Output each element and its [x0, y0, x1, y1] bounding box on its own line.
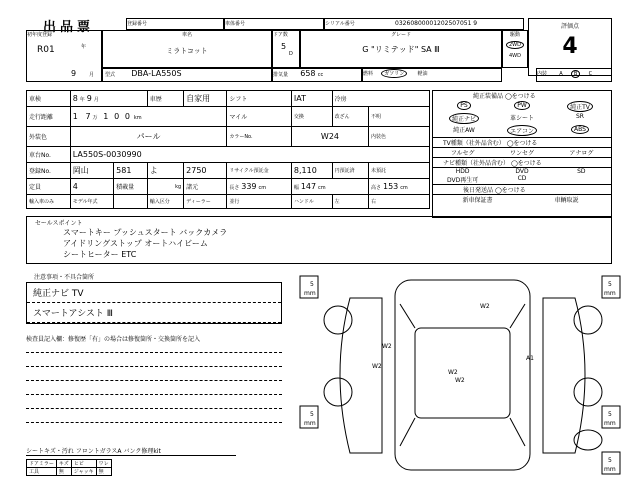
footer-h-mirror: ドアミラー	[27, 460, 57, 468]
footer-v-none: 無	[56, 468, 71, 476]
header-field-serial	[324, 18, 524, 30]
equip-leather: 革シート	[509, 115, 534, 122]
inspector-line	[26, 352, 282, 353]
fuel-label: 燃料	[363, 71, 374, 77]
tv-oneseg: ワンセグ	[509, 150, 534, 157]
notes-title: 注意事項・不具合箇所	[34, 274, 95, 281]
colorcode-value: W24	[291, 127, 368, 147]
sales-point-line: アイドリングストップ オートハイビーム	[63, 239, 208, 248]
navi-hdd: HDD	[455, 168, 470, 175]
load-unit: kg	[147, 179, 183, 195]
shift-label: シフト	[227, 91, 292, 107]
tread-rr: 5	[608, 411, 612, 418]
use-label: 車歴	[147, 91, 183, 107]
equipment-panel	[432, 90, 612, 218]
damage-mark: W2	[382, 343, 392, 350]
model-label: 型式	[105, 72, 116, 78]
model-code	[102, 68, 272, 82]
tv-fullseg: フルセグ	[450, 150, 475, 157]
handle-label: ハンドル	[291, 195, 332, 209]
car-roof	[415, 328, 510, 418]
fuel-diesel: 軽油	[417, 71, 428, 77]
cc-unit: cc	[317, 72, 324, 78]
tread-rr-unit: mm	[604, 420, 616, 427]
damage-mark: A1	[526, 355, 534, 362]
recycle-value: 8,110	[291, 163, 332, 179]
rear-window-line	[510, 418, 525, 446]
navi-sd: SD	[577, 168, 586, 175]
header-field-registration	[126, 18, 224, 30]
mileage-value: 1 7 万 1 0 0 km	[70, 107, 227, 127]
chassis-label: 車台No.	[27, 147, 71, 163]
document-title: 出品票	[43, 20, 95, 35]
inspector-line	[26, 422, 282, 423]
cc-value: 658	[300, 69, 316, 78]
interior-grade	[536, 68, 612, 82]
recycle-unit: 円預託済	[332, 163, 368, 179]
recycle-label: リサイクル預託金	[227, 163, 292, 179]
plate-num: 581	[114, 163, 148, 179]
equip-ps: PS	[435, 101, 493, 112]
plate-number: 2750	[184, 163, 227, 179]
tread-rl-unit: mm	[304, 420, 316, 427]
fuel	[362, 68, 502, 82]
damage-mark: W2	[372, 363, 382, 370]
inspector-comment: シートキズ・汚れ フロントガラスA バンク修理kit	[26, 446, 236, 456]
navi-dvd: DVD	[515, 168, 529, 175]
interior-grade-a: A	[559, 71, 563, 77]
note-item: 純正ナビ TV	[27, 283, 281, 303]
serial-number: 03260800001202507051 9	[395, 20, 478, 27]
later-manual: 車輌取説	[554, 197, 579, 204]
header-field-chassis	[224, 18, 324, 30]
equip-abs: ABS	[551, 125, 609, 136]
tv-analog: アナログ	[569, 150, 594, 157]
model-year-label: モデル年式	[70, 195, 113, 209]
score-label: 評価点	[560, 23, 579, 30]
score-value: 4	[562, 34, 578, 59]
navi-cd: CD	[517, 175, 527, 182]
damage-mark: W2	[448, 369, 458, 376]
interior-grade-c: C	[588, 71, 593, 77]
navi-title: ナビ種類（社外品含む） ◯をつける	[433, 157, 611, 167]
tread-fr-unit: mm	[604, 290, 616, 297]
first-registration	[26, 30, 102, 82]
later-grid	[433, 194, 611, 204]
drive-2wd	[503, 41, 527, 49]
equipment-title: 純正装備品 ◯をつける	[473, 93, 536, 100]
inspection-label: 車検	[27, 91, 71, 107]
aircon-label: 冷房	[332, 91, 429, 107]
load-label: 積載量	[114, 179, 148, 195]
grade	[300, 30, 502, 68]
tread-rl: 5	[310, 411, 314, 418]
inspector-line	[26, 380, 282, 381]
tread-spare: 5	[608, 457, 612, 464]
inspector-line	[26, 394, 282, 395]
model-value: DBA-LA550S	[131, 69, 182, 78]
footer-h-scratch: キズ	[56, 460, 71, 468]
mile-opt-exchange: 交換	[291, 107, 332, 127]
right-side-profile	[543, 298, 585, 453]
car-damage-diagram	[290, 268, 640, 480]
footer-v-jack: ジャッキ	[71, 468, 96, 476]
month-value: 9	[71, 69, 77, 78]
plate-kana: よ	[147, 163, 183, 179]
height: 高さ 153 cm	[369, 179, 430, 195]
name-label: 車名	[181, 32, 192, 38]
model-year-value	[114, 195, 148, 209]
import-label: 輸入車のみ	[27, 195, 71, 209]
tread-fl: 5	[310, 281, 314, 288]
tread-spare-unit: mm	[604, 466, 616, 473]
right-label: 右	[369, 195, 430, 209]
specs-table	[26, 90, 430, 209]
field-label: 登録番号	[127, 21, 148, 27]
shift-value: IAT	[291, 91, 332, 107]
grade-label: グレード	[390, 32, 411, 38]
mileage-label: 走行距離	[27, 107, 71, 127]
equip-aw: 純正AW	[453, 127, 475, 134]
tread-fr: 5	[608, 281, 612, 288]
capacity-value: 4	[70, 179, 113, 195]
sales-point-line: シートヒーター ETC	[63, 250, 137, 259]
doors-label: ドア数	[273, 32, 288, 38]
car-name	[102, 30, 272, 68]
wheel-rear-left	[324, 378, 352, 406]
use-value: 自家用	[184, 91, 227, 107]
sales-points-box	[26, 216, 612, 264]
footer-h-break: ワレ	[96, 460, 111, 468]
footer-h-crack: ヒビ	[71, 460, 96, 468]
sales-points-label: セールスポイント	[35, 220, 83, 227]
wheel-front-left	[324, 306, 352, 334]
doors-type: D	[289, 51, 293, 57]
plate-label: 登録No.	[27, 163, 71, 179]
year-label: 初年度登録	[27, 32, 53, 38]
inspection-date: 8 年 9 月	[70, 91, 147, 107]
footer-v-none2: 無	[96, 468, 111, 476]
damage-mark: W2	[455, 377, 465, 384]
equip-aircon: エアコン	[493, 125, 551, 136]
chassis-value: LA550S-0030990	[70, 147, 429, 163]
wheel-rear-right	[574, 378, 602, 406]
doors-value: 5	[281, 42, 287, 51]
fuel-gasoline: ガソリン	[381, 69, 407, 78]
month-unit: 月	[89, 72, 95, 78]
equip-navi: 純正ナビ	[435, 113, 493, 124]
inspector-line	[26, 408, 282, 409]
interior-color-label: 内装色	[369, 127, 430, 147]
field-label: 車体番号	[225, 21, 246, 27]
inspector-line	[26, 366, 282, 367]
left-label: 左	[332, 195, 368, 209]
drive-4wd: 4WD	[509, 53, 521, 59]
drive-label: 駆動	[509, 32, 520, 38]
inspector-label: 検査員記入欄：修復歴「有」の場合は修復箇所・交換箇所を記入	[26, 336, 201, 343]
mile-opt-tampered: 改ざん	[332, 107, 368, 127]
dims-label: 諸元	[184, 179, 227, 195]
navi-grid	[433, 167, 611, 184]
footer-table	[26, 459, 112, 476]
later-title: 後日発送品 ◯をつける	[433, 184, 611, 194]
windshield-line	[510, 304, 525, 328]
length: 長さ 339 cm	[227, 179, 292, 195]
import-class-label: 輸入区分	[147, 195, 183, 209]
tv-grid	[433, 147, 611, 157]
sales-point-line: スマートキー プッシュスタート バックカメラ	[63, 228, 228, 237]
equip-sr: SR	[576, 113, 584, 120]
equip-pw: PW	[493, 101, 551, 112]
capacity-label: 定員	[27, 179, 71, 195]
cc-label: 排気量	[273, 72, 289, 78]
colorcode-label: カラーNo.	[227, 127, 292, 147]
interior-label: 内装	[537, 71, 548, 77]
drive-type	[502, 30, 528, 68]
year-unit: 年	[81, 44, 87, 50]
damage-mark: W2	[480, 303, 490, 310]
interior-grade-b: B	[571, 70, 580, 78]
rear-window-line	[400, 418, 415, 446]
parallel-label: 並行	[227, 195, 292, 209]
grade-value: G "リミテッド" SA Ⅲ	[362, 45, 440, 54]
equip-tv: 純正TV	[551, 101, 609, 112]
later-warranty: 新車保証書	[462, 197, 493, 204]
dealer-label: ディーラー	[184, 195, 227, 209]
windshield-line	[400, 304, 415, 328]
plate-region: 岡山	[70, 163, 113, 179]
drive-2wd-circle: 2WD	[506, 41, 524, 49]
footer-v-tools: 工具	[27, 468, 57, 476]
recycle-pending: 未預託	[369, 163, 430, 179]
notes-box	[26, 282, 282, 324]
width: 幅 147 cm	[291, 179, 368, 195]
navi-dvd-play: DVD再生可	[447, 177, 479, 184]
mile-opt-unknown: 不明	[369, 107, 430, 127]
left-side-profile	[340, 298, 382, 453]
field-label: シリアル番号	[325, 21, 355, 27]
note-item: スマートアシスト Ⅲ	[27, 303, 281, 323]
door-count	[272, 30, 300, 68]
year-value: R01	[37, 45, 55, 55]
car-name-value: ミラトコット	[166, 47, 208, 55]
displacement	[272, 68, 362, 82]
wheel-front-right	[574, 306, 602, 334]
equipment-grid	[433, 100, 611, 137]
tread-fl-unit: mm	[304, 290, 316, 297]
color-value: パール	[70, 127, 227, 147]
mile-label: マイル	[227, 107, 292, 127]
tv-title: TV種類（社外品含む） ◯をつける	[433, 137, 611, 147]
color-label: 外装色	[27, 127, 71, 147]
